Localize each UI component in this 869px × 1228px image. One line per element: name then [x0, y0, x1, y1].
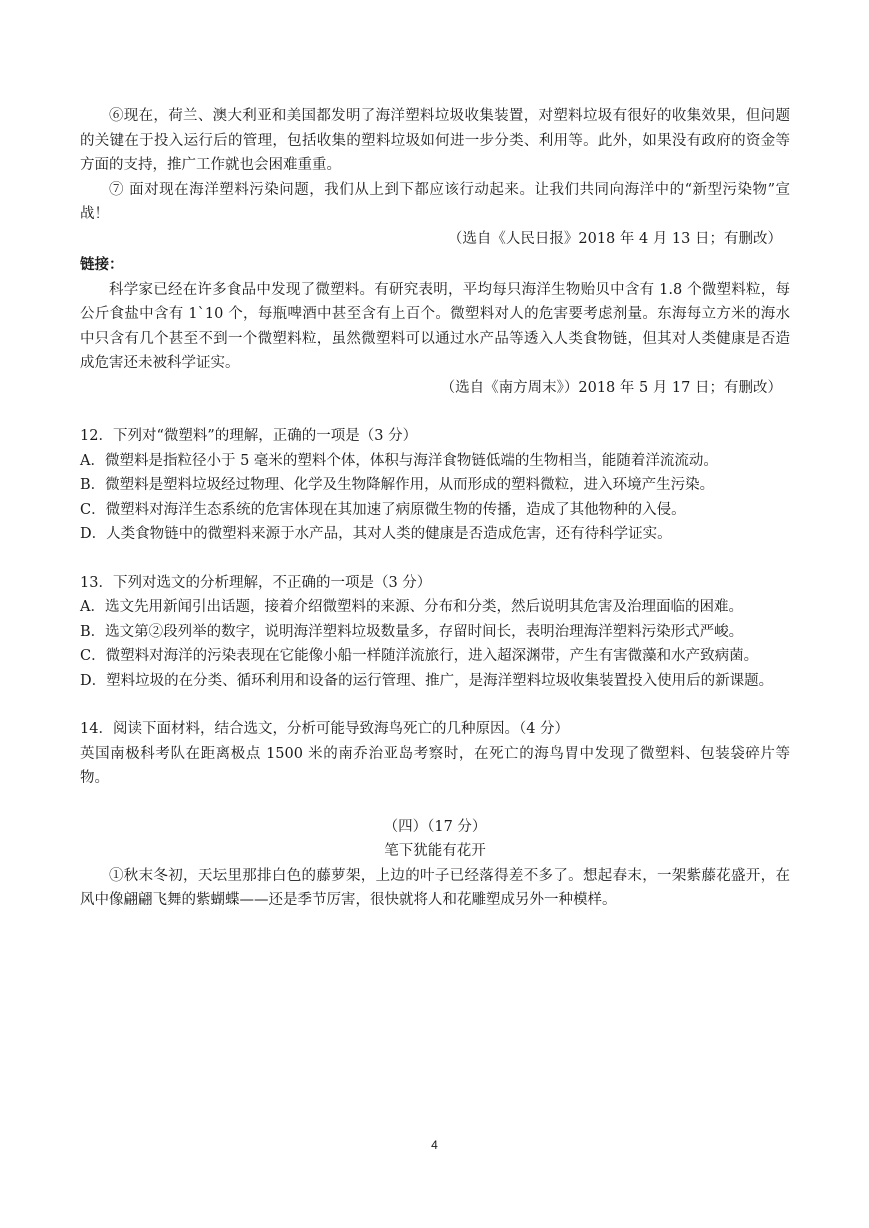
link-label: 链接： — [80, 256, 124, 273]
passage-source: （选自《人民日报》2018 年 4 月 13 日；有删改） — [447, 230, 782, 247]
passage-paragraph-6: ⑥现在，荷兰、澳大利亚和美国都发明了海洋塑料垃圾收集装置，对塑料垃圾有很好的收集效果，但问题的关键在于投入运行后的管理，包括收集的塑料垃圾如何进一步分类、利用等。此外，如果没有政府的资金等方面的支持，推广工作就也会困难重重。 — [80, 108, 790, 173]
question-12-option-b: B．微塑料是塑料垃圾经过物理、化学及生物降解作用，从而形成的塑料微粒，进入环境产生污染。 — [80, 477, 715, 493]
question-13-option-b: B．选文第②段列举的数字，说明海洋塑料垃圾数量多，存留时间长，表明治理海洋塑料污染形式严峻。 — [80, 623, 744, 640]
passage-paragraph-7: ⑦ 面对现在海洋塑料污染问题，我们从上到下都应该行动起来。让我们共同向海洋中的“新型污染物”宣战！ — [80, 181, 790, 222]
question-13-option-d: D．塑料垃圾的在分类、循环利用和设备的运行管理、推广，是海洋塑料垃圾收集装置投入使用后的新课题。 — [80, 672, 774, 689]
question-12-option-a: A．微塑料是指粒径小于 5 毫米的塑料个体，体积与海洋食物链低端的生物相当，能随着洋流流动。 — [80, 452, 718, 469]
page-number: 4 — [431, 1138, 438, 1152]
question-12-option-d: D．人类食物链中的微塑料来源于水产品，其对人类的健康是否造成危害，还有待科学证实。 — [80, 526, 672, 542]
link-source: （选自《南方周末》）2018 年 5 月 17 日；有删改） — [440, 379, 782, 396]
link-text: 科学家已经在许多食品中发现了微塑料。有研究表明，平均每只海洋生物贻贝中含有 1.8 个微塑料粒，每公斤食盐中含有 1`10 个，每瓶啤酒中甚至含有上百个。微塑料对人的危害要考虑剂量。东海每立方米的海水中只含有几个甚至不到一个微塑料粒，虽然微塑料可以通过水产品等透入人类食物链，但其对人类健康是否造成危害还未被科学证实。 — [80, 281, 790, 371]
section-4-heading: （四）（17 分） — [383, 818, 487, 835]
question-12-stem: 12．下列对“微塑料”的理解，正确的一项是（3 分） — [80, 428, 418, 444]
question-14-stem: 14．阅读下面材料，结合选文，分析可能导致海鸟死亡的几种原因。（4 分） — [80, 721, 570, 737]
question-13-stem: 13．下列对选文的分析理解，不正确的一项是（3 分） — [80, 574, 432, 591]
question-12-option-c: C．微塑料对海洋生态系统的危害体现在其加速了病原微生物的传播，造成了其他物种的入侵。 — [80, 501, 686, 518]
question-14-material: 英国南极科考队在距离极点 1500 米的南乔治亚岛考察时，在死亡的海鸟胃中发现了微塑料、包装袋碎片等物。 — [80, 745, 790, 786]
section-4-title: 笔下犹能有花开 — [384, 843, 486, 859]
section-4-paragraph-1: ①秋末冬初，天坛里那排白色的藤萝架，上边的叶子已经落得差不多了。想起春末，一架紫藤花盛开，在风中像翩翩飞舞的紫蝴蝶——还是季节厉害，很快就将人和花雕塑成另外一种模样。 — [80, 867, 790, 908]
question-13-option-c: C．微塑料对海洋的污染表现在它能像小船一样随洋流旅行，进入超深渊带，产生有害微藻和水产致病菌。 — [80, 648, 759, 664]
question-13-option-a: A．选文先用新闻引出话题，接着介绍微塑料的来源、分布和分类，然后说明其危害及治理面临的困难。 — [80, 599, 743, 615]
document-page — [80, 104, 790, 913]
